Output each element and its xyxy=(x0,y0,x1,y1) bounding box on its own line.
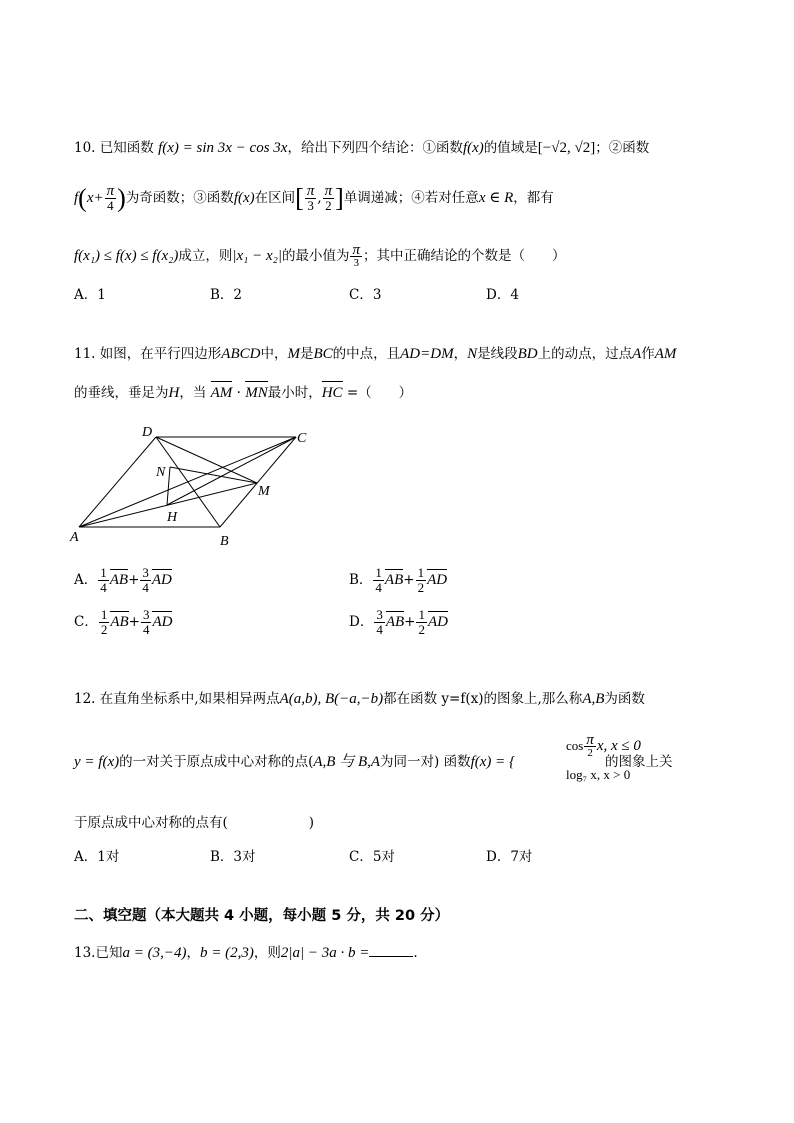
q11-am: AM xyxy=(654,346,677,362)
segment-bc xyxy=(220,437,296,527)
q10-line-3 xyxy=(74,244,565,269)
option-letter: D． xyxy=(349,614,374,630)
q10-text: 成立，则 xyxy=(178,248,233,264)
q12-case-2: log₇ x, x > 0 xyxy=(566,767,631,782)
q10-x-in-r: x ∈ R xyxy=(478,190,514,206)
q13-answer-blank[interactable] xyxy=(369,944,413,957)
label-m: M xyxy=(258,484,270,499)
q10-text: 已知函数 xyxy=(99,140,154,156)
vec-ab: AB xyxy=(384,572,404,588)
coef: 4 xyxy=(142,580,149,595)
q11-text: 是 xyxy=(299,346,314,362)
q12-text: 的一对关于原点成中心对称的点( xyxy=(119,754,314,770)
q11-text: ， xyxy=(453,346,468,362)
vec-ab: AB xyxy=(110,614,129,630)
section-2-title: 二、填空题（本大题共 4 小题，每小题 5 分，共 20 分） xyxy=(74,908,450,924)
q12-line-3 xyxy=(74,814,314,832)
q12-fx-eq: f(x) = { xyxy=(470,754,516,770)
vec-ab: AB xyxy=(109,572,129,588)
q13-expression: 2|a| − 3a · b = xyxy=(280,945,370,961)
vec-ad: AD xyxy=(427,614,448,630)
label-c: C xyxy=(297,431,307,446)
q13-sep: ， xyxy=(186,945,200,961)
q12-option-c[interactable]: C．5对 xyxy=(349,849,395,865)
q12-text: 于原点成中心对称的点有( ) xyxy=(74,815,315,831)
q10-three: 3 xyxy=(307,198,314,213)
q10-text: 单调递减；④若对任意 xyxy=(343,190,479,206)
coef: 1 xyxy=(417,565,425,580)
q10-three: 3 xyxy=(353,257,359,269)
q11-bc: BC xyxy=(313,346,333,362)
vec-ad: AD xyxy=(427,572,448,588)
q12-text: 的图象上关 xyxy=(605,754,673,770)
q12-option-a[interactable]: A．1对 xyxy=(74,849,120,865)
coef: 1 xyxy=(375,565,382,580)
segment-hc xyxy=(167,437,296,505)
q11-option-a[interactable] xyxy=(74,566,172,595)
q11-h: H xyxy=(168,385,180,401)
plus: + xyxy=(404,614,416,630)
q10-text: 在区间 xyxy=(254,190,296,206)
q11-text: 的垂线，垂足为 xyxy=(74,385,169,401)
q11-text: ，当 xyxy=(179,385,207,401)
q10-text: ，给出下列四个结论：①函数 xyxy=(287,140,463,156)
q13-a-eq: a = (3,−4) xyxy=(122,945,187,961)
q10-option-b[interactable]: B．2 xyxy=(210,287,243,303)
coef: 2 xyxy=(100,622,108,637)
q11-text: 上的动点，过点 xyxy=(537,346,633,362)
coef: 4 xyxy=(376,622,383,637)
q10-text: 的最小值为 xyxy=(281,248,350,264)
q13-text: 已知 xyxy=(95,945,123,961)
q11-bd: BD xyxy=(517,346,538,362)
coef: 3 xyxy=(142,565,149,580)
coef: 3 xyxy=(142,607,150,622)
q12-text: 为函数 xyxy=(604,691,645,707)
q12-number: 12. xyxy=(74,691,96,707)
q11-text: 是线段 xyxy=(477,346,518,362)
q11-text: 中， xyxy=(260,346,288,362)
q10-f: f xyxy=(74,190,79,206)
q13-line xyxy=(74,944,418,962)
q10-absdiff: |x₁ − x₂| xyxy=(232,248,282,264)
coef: 2 xyxy=(418,622,425,637)
plus: + xyxy=(128,614,140,630)
q10-line-1 xyxy=(74,139,649,157)
q12-text: 为同一对) 函数 xyxy=(380,754,471,770)
q10-range: [−√2, √2] xyxy=(537,140,596,156)
q12-text: 都在函数 y=f(x)的图象上,那么称 xyxy=(383,691,583,707)
q13-text: ，则 xyxy=(253,945,281,961)
label-h: H xyxy=(167,510,178,525)
q11-a: A xyxy=(632,346,642,362)
coef: 3 xyxy=(376,607,383,622)
q11-option-d[interactable] xyxy=(349,608,448,637)
q10-option-d[interactable]: D．4 xyxy=(486,287,519,303)
coef: 4 xyxy=(142,622,150,637)
q10-x-plus: x+ xyxy=(86,190,104,206)
q12-case-1 xyxy=(566,734,641,759)
q11-text: 的中点，且 xyxy=(332,346,401,362)
q11-ad-dm: AD=DM xyxy=(400,346,454,362)
q12-cos: cos xyxy=(566,738,584,753)
segment-ac xyxy=(79,437,296,527)
label-n: N xyxy=(156,465,166,480)
q10-inequality: f(x₁) ≤ f(x) ≤ f(x₂) xyxy=(74,248,179,264)
label-b: B xyxy=(220,534,229,549)
plus: + xyxy=(403,572,415,588)
vec-ab: AB xyxy=(385,614,405,630)
q10-pi: π xyxy=(324,183,333,199)
label-d: D xyxy=(142,425,153,440)
q12-text: 在直角坐标系中,如果相异两点 xyxy=(99,691,280,707)
q11-option-b[interactable] xyxy=(349,566,447,595)
q10-number: 10. xyxy=(74,140,96,156)
q12-option-d[interactable]: D．7对 xyxy=(486,849,533,865)
q10-pi: π xyxy=(106,183,115,199)
q10-fx: f(x) xyxy=(462,140,484,156)
q11-text: 作 xyxy=(641,346,655,362)
q11-dot: · xyxy=(236,385,241,401)
coef: 1 xyxy=(100,607,108,622)
q10-text: 为奇函数；③函数 xyxy=(125,190,234,206)
q11-vec-am: AM xyxy=(210,385,233,401)
coef: 2 xyxy=(417,580,425,595)
q10-line-2: f(x+ $\frac{\pi}{4}$ )为奇函数；③函数f(x)在区间[ $\frac{\pi}{3}$ , $\frac{\pi}{2}$ ]单调递减；④若对任意x ∈ R，都有 xyxy=(74,183,554,213)
q10-text: 的值域是 xyxy=(483,140,538,156)
label-a: A xyxy=(70,530,79,545)
q12-ab: A,B xyxy=(582,691,605,707)
coef: 4 xyxy=(100,580,107,595)
q10-pi: π xyxy=(306,183,315,199)
q11-text: 最小时， xyxy=(267,385,322,401)
q12-ab-ba: A,B 与 B,A xyxy=(313,754,381,770)
segment-ad xyxy=(79,437,156,527)
q11-text: =（ ） xyxy=(342,385,413,401)
parallelogram-figure xyxy=(60,420,320,550)
q11-n: N xyxy=(467,346,478,362)
q12-two: 2 xyxy=(587,747,593,759)
q11-abcd: ABCD xyxy=(221,346,261,362)
coef: 1 xyxy=(418,607,425,622)
q11-option-c[interactable] xyxy=(74,608,172,637)
q13-number: 13. xyxy=(74,945,96,961)
q10-text: ，都有 xyxy=(513,190,554,206)
q11-m: M xyxy=(287,346,300,362)
q12-option-b[interactable]: B．3对 xyxy=(210,849,256,865)
q12-points: A(a,b), B(−a,−b) xyxy=(279,691,384,707)
q11-line-2 xyxy=(74,384,412,402)
option-letter: A． xyxy=(74,572,98,588)
q10-pi: π xyxy=(352,242,360,258)
q10-option-a[interactable]: A．1 xyxy=(74,287,106,303)
vec-ad: AD xyxy=(152,614,173,630)
q10-fx: f(x) xyxy=(233,190,255,206)
q10-function-def: f(x) = sin 3x − cos 3x xyxy=(158,140,288,156)
q11-vec-hc: HC xyxy=(321,385,343,401)
segment-dm xyxy=(156,437,257,483)
q11-text: 如图，在平行四边形 xyxy=(99,346,222,362)
coef: 4 xyxy=(375,580,382,595)
segment-nh xyxy=(167,467,170,505)
q11-number: 11. xyxy=(74,346,96,362)
q11-line-1 xyxy=(74,345,676,363)
option-letter: C． xyxy=(74,614,98,630)
q10-text: ；②函数 xyxy=(595,140,650,156)
q12-piecewise xyxy=(566,734,641,783)
q12-line-1 xyxy=(74,690,645,708)
q10-four: 4 xyxy=(107,198,114,213)
q13-end: . xyxy=(413,945,418,961)
q10-option-c[interactable]: C．3 xyxy=(349,287,382,303)
q10-text: ；其中正确结论的个数是（ ） xyxy=(362,248,566,264)
q10-two: 2 xyxy=(325,198,332,213)
q11-vec-mn: MN xyxy=(245,385,268,401)
q13-b-eq: b = (2,3) xyxy=(199,945,254,961)
plus: + xyxy=(128,572,140,588)
vec-ad: AD xyxy=(151,572,172,588)
option-letter: B． xyxy=(349,572,373,588)
q12-case1-tail: x, x ≤ 0 xyxy=(596,738,641,754)
q12-pi: π xyxy=(586,732,594,748)
coef: 1 xyxy=(100,565,107,580)
q12-yfx: y = f(x) xyxy=(74,754,120,770)
